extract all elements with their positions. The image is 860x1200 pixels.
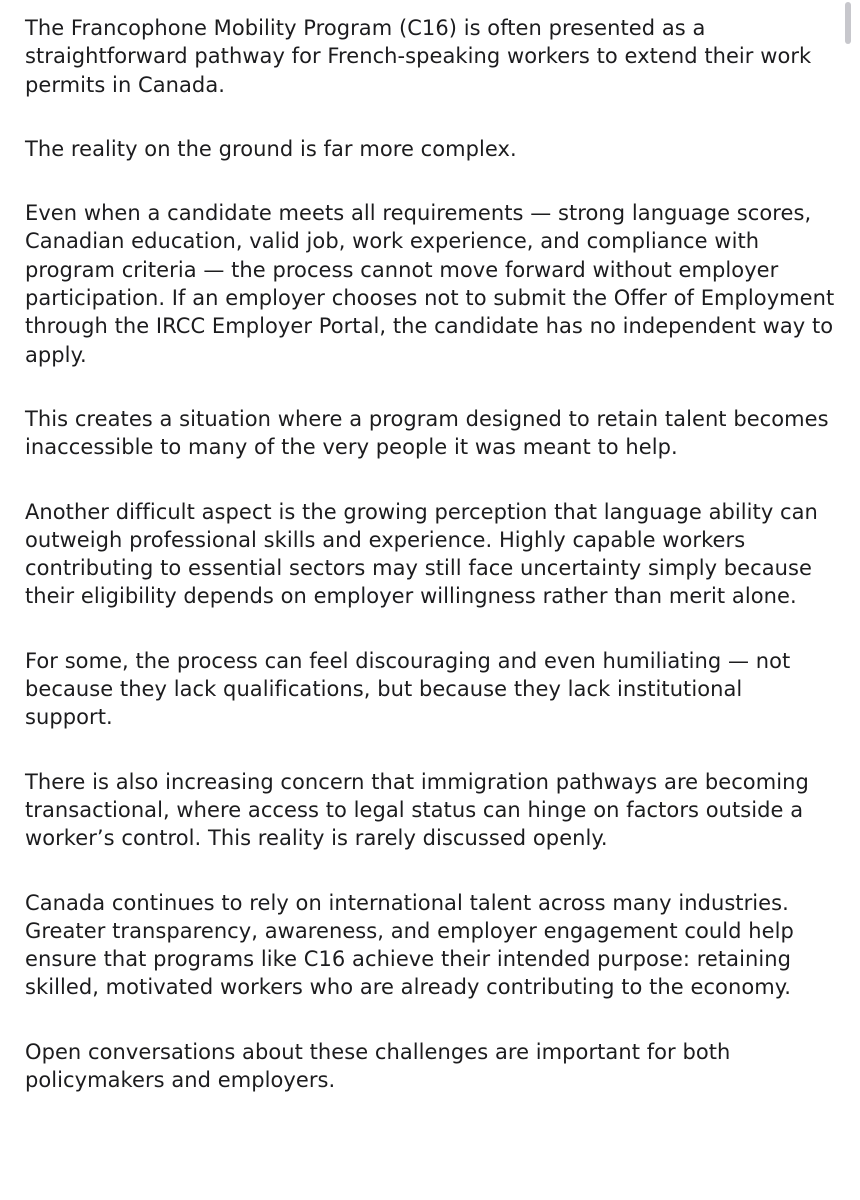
- article-body: [25, 14, 835, 1130]
- paragraph-transactional: There is also increasing concern that immigration pathways are becoming transactional, where access to legal status can hinge on factors outside a worker’s control. This reality is rarely discussed openly.: [25, 769, 809, 851]
- paragraph-requirements: Even when a candidate meets all requirements — strong language scores, Canadian education, valid job, work experience, and compliance with program criteria — the process cannot move forward without employer participation. If an employer chooses not to submit the Offer of Employment through the IRCC Employer Portal, the candidate has no independent way to apply.: [25, 201, 835, 367]
- paragraph-canada-talent: Canada continues to rely on international talent across many industries. Greater transparency, awareness, and employer engagement could help ensure that programs like C16 achieve their intended purpose: retaining skilled, motivated workers who are already contributing to the economy.: [25, 890, 794, 1000]
- paragraph-intro: The Francophone Mobility Program (C16) is often presented as a straightforward pathway for French-speaking workers to extend their work permits in Canada.: [25, 16, 812, 97]
- paragraph-situation: This creates a situation where a program designed to retain talent becomes inaccessible to many of the very people it was meant to help.: [25, 406, 829, 460]
- scrollbar-thumb[interactable]: [845, 2, 851, 44]
- paragraph-conclusion: Open conversations about these challenges are important for both policymakers and employers.: [25, 1039, 731, 1093]
- paragraph-discouraging: For some, the process can feel discouraging and even humiliating — not because they lack qualifications, but because they lack institutional support.: [25, 648, 791, 730]
- paragraph-reality: The reality on the ground is far more complex.: [25, 136, 517, 161]
- paragraph-language-perception: Another difficult aspect is the growing perception that language ability can outweigh professional skills and experience. Highly capable workers contributing to essential sectors may still face uncertainty simply because their eligibility depends on employer willingness rather than merit alone.: [25, 499, 818, 609]
